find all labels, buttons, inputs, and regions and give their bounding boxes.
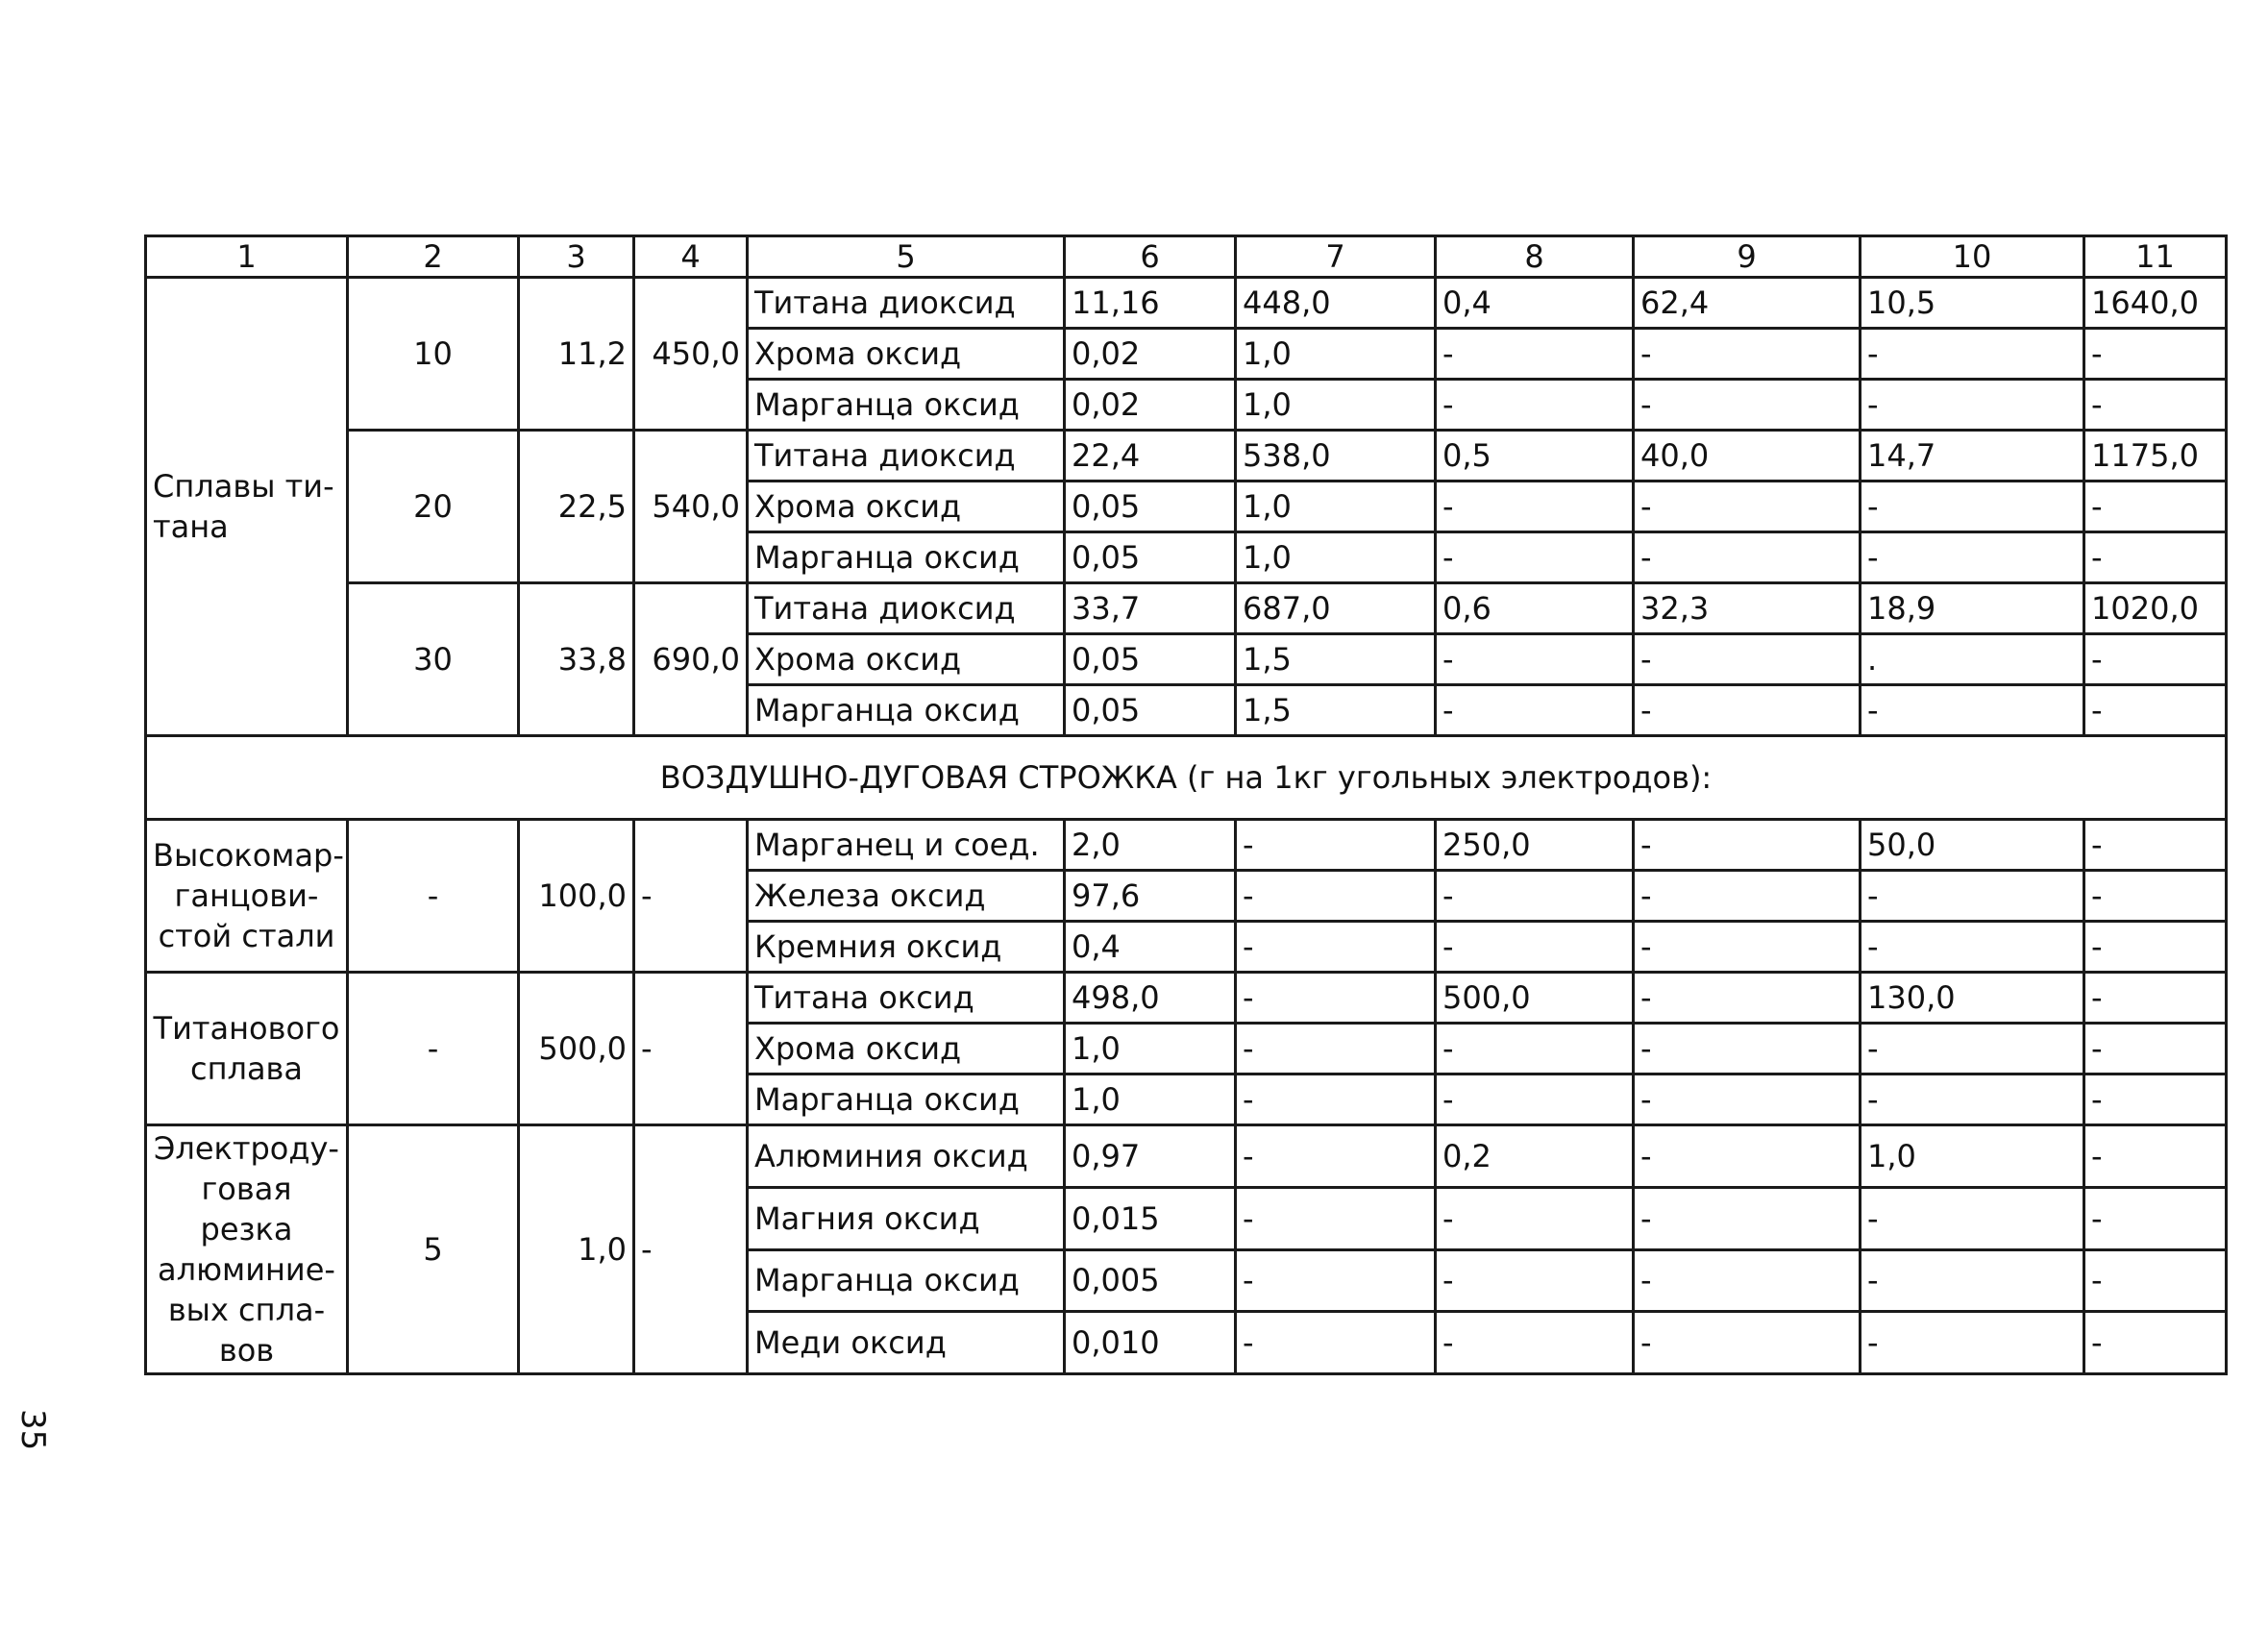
table-cell: 62,4 bbox=[1634, 278, 1861, 329]
column-header: 8 bbox=[1436, 236, 1634, 278]
table-cell: - bbox=[2084, 1312, 2227, 1374]
table-cell: 10,5 bbox=[1861, 278, 2084, 329]
table-cell: - bbox=[634, 820, 748, 973]
table-cell: - bbox=[1436, 1187, 1634, 1249]
column-header: 5 bbox=[748, 236, 1065, 278]
column-header: 7 bbox=[1236, 236, 1436, 278]
table-cell: 0,5 bbox=[1436, 431, 1634, 482]
table-cell: 0,005 bbox=[1065, 1249, 1236, 1312]
table-cell: - bbox=[2084, 685, 2227, 736]
table-cell: 1,0 bbox=[1236, 482, 1436, 532]
table-cell: . bbox=[1861, 634, 2084, 685]
table-cell: - bbox=[1436, 380, 1634, 431]
table-cell: - bbox=[634, 973, 748, 1125]
table-cell: 1,0 bbox=[1861, 1125, 2084, 1188]
table-cell: Марганца оксид bbox=[748, 380, 1065, 431]
table-cell: - bbox=[1861, 1024, 2084, 1074]
table-cell: - bbox=[1436, 634, 1634, 685]
table-cell: - bbox=[1634, 329, 1861, 380]
table-cell: 538,0 bbox=[1236, 431, 1436, 482]
table-cell: 1,0 bbox=[1236, 329, 1436, 380]
table-row bbox=[146, 736, 2227, 820]
table-cell: 100,0 bbox=[519, 820, 634, 973]
table-row bbox=[146, 278, 2227, 329]
table-cell: Титана диоксид bbox=[748, 583, 1065, 634]
table-cell: Алюминия оксид bbox=[748, 1125, 1065, 1188]
table-cell: 1,5 bbox=[1236, 634, 1436, 685]
table-cell: - bbox=[1634, 1249, 1861, 1312]
table-cell: Марганца оксид bbox=[748, 532, 1065, 583]
table-cell: 1020,0 bbox=[2084, 583, 2227, 634]
column-header: 10 bbox=[1861, 236, 2084, 278]
table-cell: - bbox=[1861, 482, 2084, 532]
table-cell: - bbox=[1236, 1312, 1436, 1374]
table-cell: 498,0 bbox=[1065, 973, 1236, 1024]
table-cell: 540,0 bbox=[634, 431, 748, 583]
table-cell: - bbox=[1861, 1312, 2084, 1374]
table-body bbox=[146, 236, 2227, 1374]
table-cell: 0,05 bbox=[1065, 482, 1236, 532]
table-cell: Хрома оксид bbox=[748, 1024, 1065, 1074]
table-cell: 1,5 bbox=[1236, 685, 1436, 736]
table-cell: 32,3 bbox=[1634, 583, 1861, 634]
table-row bbox=[146, 973, 2227, 1024]
table-cell: 1175,0 bbox=[2084, 431, 2227, 482]
table-cell: - bbox=[1634, 973, 1861, 1024]
table-cell: - bbox=[2084, 380, 2227, 431]
table-cell: - bbox=[2084, 922, 2227, 973]
material-name: Высокомар-ганцови-стой стали bbox=[146, 820, 348, 973]
table-cell: - bbox=[1634, 1024, 1861, 1074]
table-cell: 687,0 bbox=[1236, 583, 1436, 634]
table-cell: - bbox=[1861, 1074, 2084, 1125]
table-cell: 0,97 bbox=[1065, 1125, 1236, 1188]
table-cell: - bbox=[2084, 1125, 2227, 1188]
table-cell: 20 bbox=[348, 431, 519, 583]
table-cell: - bbox=[1634, 532, 1861, 583]
table-cell: - bbox=[1861, 329, 2084, 380]
table-cell: Магния оксид bbox=[748, 1187, 1065, 1249]
table-cell: 1,0 bbox=[1065, 1024, 1236, 1074]
table-cell: 2,0 bbox=[1065, 820, 1236, 871]
table-cell: - bbox=[1236, 1074, 1436, 1125]
table-row bbox=[146, 431, 2227, 482]
table-cell: - bbox=[1436, 329, 1634, 380]
table-cell: Хрома оксид bbox=[748, 482, 1065, 532]
table-cell: - bbox=[1436, 1024, 1634, 1074]
table-cell: 690,0 bbox=[634, 583, 748, 736]
table-cell: Меди оксид bbox=[748, 1312, 1065, 1374]
table-cell: - bbox=[1634, 1187, 1861, 1249]
table-cell: Хрома оксид bbox=[748, 329, 1065, 380]
table-cell: - bbox=[2084, 973, 2227, 1024]
table-cell: - bbox=[1436, 482, 1634, 532]
table-cell: 22,4 bbox=[1065, 431, 1236, 482]
table-cell: - bbox=[1861, 685, 2084, 736]
table-cell: - bbox=[1236, 1024, 1436, 1074]
table-cell: - bbox=[1436, 1074, 1634, 1125]
table-cell: Железа оксид bbox=[748, 871, 1065, 922]
table-cell: - bbox=[1436, 685, 1634, 736]
table-row bbox=[146, 236, 2227, 278]
table-cell: 0,4 bbox=[1436, 278, 1634, 329]
table-cell: - bbox=[2084, 532, 2227, 583]
table-cell: Кремния оксид bbox=[748, 922, 1065, 973]
column-header: 2 bbox=[348, 236, 519, 278]
table-cell: 97,6 bbox=[1065, 871, 1236, 922]
page-number: 35 bbox=[13, 1409, 52, 1451]
table-cell: 33,7 bbox=[1065, 583, 1236, 634]
table-cell: 14,7 bbox=[1861, 431, 2084, 482]
table-cell: 500,0 bbox=[519, 973, 634, 1125]
table-cell: - bbox=[1236, 1125, 1436, 1188]
table-cell: 0,05 bbox=[1065, 634, 1236, 685]
table-cell: 1640,0 bbox=[2084, 278, 2227, 329]
emissions-table bbox=[144, 235, 2228, 1375]
table-cell: 500,0 bbox=[1436, 973, 1634, 1024]
table-cell: - bbox=[1634, 1312, 1861, 1374]
table-cell: Титана диоксид bbox=[748, 278, 1065, 329]
table-cell: Хрома оксид bbox=[748, 634, 1065, 685]
table-cell: - bbox=[348, 973, 519, 1125]
table-cell: - bbox=[1634, 634, 1861, 685]
table-cell: 50,0 bbox=[1861, 820, 2084, 871]
column-header: 3 bbox=[519, 236, 634, 278]
table-cell: 0,05 bbox=[1065, 532, 1236, 583]
table-row bbox=[146, 820, 2227, 871]
table-cell: Марганца оксид bbox=[748, 685, 1065, 736]
column-header: 4 bbox=[634, 236, 748, 278]
table-cell: - bbox=[1861, 871, 2084, 922]
table-cell: 0,02 bbox=[1065, 329, 1236, 380]
table-cell: - bbox=[1634, 1125, 1861, 1188]
table-cell: - bbox=[1634, 1074, 1861, 1125]
table-cell: - bbox=[1634, 685, 1861, 736]
table-cell: - bbox=[1861, 532, 2084, 583]
table-cell: - bbox=[1436, 1249, 1634, 1312]
material-name: Титанового сплава bbox=[146, 973, 348, 1125]
material-name: Сплавы ти-тана bbox=[146, 278, 348, 736]
column-header: 11 bbox=[2084, 236, 2227, 278]
table-cell: 448,0 bbox=[1236, 278, 1436, 329]
table-cell: - bbox=[1236, 871, 1436, 922]
table-cell: - bbox=[2084, 634, 2227, 685]
table-cell: - bbox=[1861, 1249, 2084, 1312]
table-cell: 5 bbox=[348, 1125, 519, 1374]
table-cell: 11,2 bbox=[519, 278, 634, 431]
column-header: 1 bbox=[146, 236, 348, 278]
table-cell: Марганца оксид bbox=[748, 1074, 1065, 1125]
table-cell: - bbox=[2084, 1024, 2227, 1074]
table-row bbox=[146, 1125, 2227, 1188]
column-header: 6 bbox=[1065, 236, 1236, 278]
table-cell: - bbox=[1436, 532, 1634, 583]
table-cell: - bbox=[1436, 871, 1634, 922]
table-cell: 0,4 bbox=[1065, 922, 1236, 973]
table-cell: - bbox=[2084, 329, 2227, 380]
table-cell: - bbox=[1634, 820, 1861, 871]
table-cell: 33,8 bbox=[519, 583, 634, 736]
table-cell: 40,0 bbox=[1634, 431, 1861, 482]
table-cell: - bbox=[1634, 380, 1861, 431]
table-cell: 1,0 bbox=[519, 1125, 634, 1374]
table-cell: - bbox=[1634, 482, 1861, 532]
table-cell: 0,02 bbox=[1065, 380, 1236, 431]
table-cell: 0,05 bbox=[1065, 685, 1236, 736]
table-cell: - bbox=[1236, 1187, 1436, 1249]
table-cell: 30 bbox=[348, 583, 519, 736]
table-cell: 22,5 bbox=[519, 431, 634, 583]
table-cell: - bbox=[1436, 1312, 1634, 1374]
table-cell: Марганца оксид bbox=[748, 1249, 1065, 1312]
table-cell: - bbox=[2084, 820, 2227, 871]
table-cell: - bbox=[1436, 922, 1634, 973]
table-cell: - bbox=[2084, 1074, 2227, 1125]
table-cell: 1,0 bbox=[1236, 532, 1436, 583]
table-cell: 0,015 bbox=[1065, 1187, 1236, 1249]
material-name: Электроду-говая резка алюминие-вых спла-вов bbox=[146, 1125, 348, 1374]
table-cell: 0,2 bbox=[1436, 1125, 1634, 1188]
table-cell: - bbox=[1861, 1187, 2084, 1249]
table-cell: - bbox=[1634, 922, 1861, 973]
table-cell: 11,16 bbox=[1065, 278, 1236, 329]
table-row bbox=[146, 583, 2227, 634]
table-cell: Марганец и соед. bbox=[748, 820, 1065, 871]
table-cell: 130,0 bbox=[1861, 973, 2084, 1024]
table-cell: - bbox=[634, 1125, 748, 1374]
table-cell: Титана диоксид bbox=[748, 431, 1065, 482]
table-cell: - bbox=[1236, 973, 1436, 1024]
table-cell: 0,010 bbox=[1065, 1312, 1236, 1374]
table-cell: Титана оксид bbox=[748, 973, 1065, 1024]
table-cell: - bbox=[2084, 1249, 2227, 1312]
table-cell: - bbox=[1236, 820, 1436, 871]
table-cell: - bbox=[1861, 380, 2084, 431]
table-cell: - bbox=[1634, 871, 1861, 922]
table-cell: - bbox=[1236, 1249, 1436, 1312]
table-cell: - bbox=[2084, 871, 2227, 922]
table-cell: 18,9 bbox=[1861, 583, 2084, 634]
section-title: ВОЗДУШНО-ДУГОВАЯ СТРОЖКА (г на 1кг угольных электродов): bbox=[146, 736, 2227, 820]
table-cell: 10 bbox=[348, 278, 519, 431]
table-cell: - bbox=[1236, 922, 1436, 973]
table-cell: - bbox=[2084, 482, 2227, 532]
table-cell: 250,0 bbox=[1436, 820, 1634, 871]
table-cell: 1,0 bbox=[1065, 1074, 1236, 1125]
table-cell: - bbox=[348, 820, 519, 973]
table-cell: 0,6 bbox=[1436, 583, 1634, 634]
table-cell: 1,0 bbox=[1236, 380, 1436, 431]
table-cell: - bbox=[2084, 1187, 2227, 1249]
table-cell: - bbox=[1861, 922, 2084, 973]
column-header: 9 bbox=[1634, 236, 1861, 278]
table-cell: 450,0 bbox=[634, 278, 748, 431]
